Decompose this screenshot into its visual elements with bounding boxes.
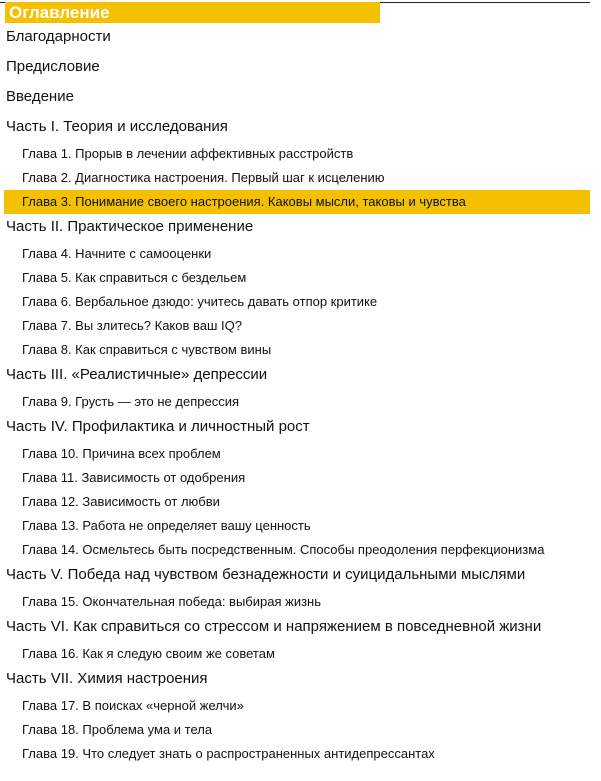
toc-chapter-link[interactable]: Глава 19. Что следует знать о распространенных антидепрессантах [22,746,435,761]
toc-chapter-link[interactable]: Глава 13. Работа не определяет вашу ценность [22,518,311,533]
toc-chapter-link[interactable]: Глава 11. Зависимость от одобрения [22,470,246,485]
toc-chapter-link-active[interactable]: Глава 3. Понимание своего настроения. Каковы мысли, таковы и чувства [4,190,590,214]
toc-chapter-link[interactable]: Глава 14. Осмельтесь быть посредственным. Способы преодоления перфекционизма [22,542,545,557]
toc-chapter-link[interactable]: Глава 9. Грусть — это не депрессия [22,394,240,409]
toc-part-link[interactable]: Часть I. Теория и исследования [6,118,228,135]
toc-chapter-link[interactable]: Глава 4. Начните с самооценки [22,246,212,261]
toc-chapter-link[interactable]: Глава 18. Проблема ума и тела [22,722,213,737]
toc-section-link[interactable]: Предисловие [6,58,100,75]
toc-list [0,24,601,766]
toc-title: Оглавление [5,2,380,23]
toc-chapter-link[interactable]: Глава 17. В поисках «черной желчи» [22,698,244,713]
toc-part-link[interactable]: Часть IV. Профилактика и личностный рост [6,418,310,435]
toc-chapter-link[interactable]: Глава 12. Зависимость от любви [22,494,220,509]
toc-chapter-link[interactable]: Глава 10. Причина всех проблем [22,446,221,461]
toc-chapter-link[interactable]: Глава 6. Вербальное дзюдо: учитесь давать отпор критике [22,294,378,309]
toc-part-link[interactable]: Часть VII. Химия настроения [6,670,208,687]
toc-section-link[interactable]: Введение [6,88,74,105]
toc-chapter-link[interactable]: Глава 1. Прорыв в лечении аффективных расстройств [22,146,354,161]
toc-part-link[interactable]: Часть II. Практическое применение [6,218,254,235]
toc-chapter-link[interactable]: Глава 15. Окончательная победа: выбирая жизнь [22,594,321,609]
toc-chapter-link[interactable]: Глава 5. Как справиться с бездельем [22,270,247,285]
toc-chapter-link[interactable]: Глава 2. Диагностика настроения. Первый шаг к исцелению [22,170,385,185]
toc-section-link[interactable]: Благодарности [6,28,111,45]
toc-part-link[interactable]: Часть III. «Реалистичные» депрессии [6,366,268,383]
toc-part-link[interactable]: Часть VI. Как справиться со стрессом и напряжением в повседневной жизни [6,618,542,635]
toc-part-link[interactable]: Часть V. Победа над чувством безнадежности и суицидальными мыслями [6,566,526,583]
toc-chapter-link[interactable]: Глава 16. Как я следую своим же советам [22,646,275,661]
toc-chapter-link[interactable]: Глава 7. Вы злитесь? Каков ваш IQ? [22,318,242,333]
toc-chapter-link[interactable]: Глава 8. Как справиться с чувством вины [22,342,272,357]
